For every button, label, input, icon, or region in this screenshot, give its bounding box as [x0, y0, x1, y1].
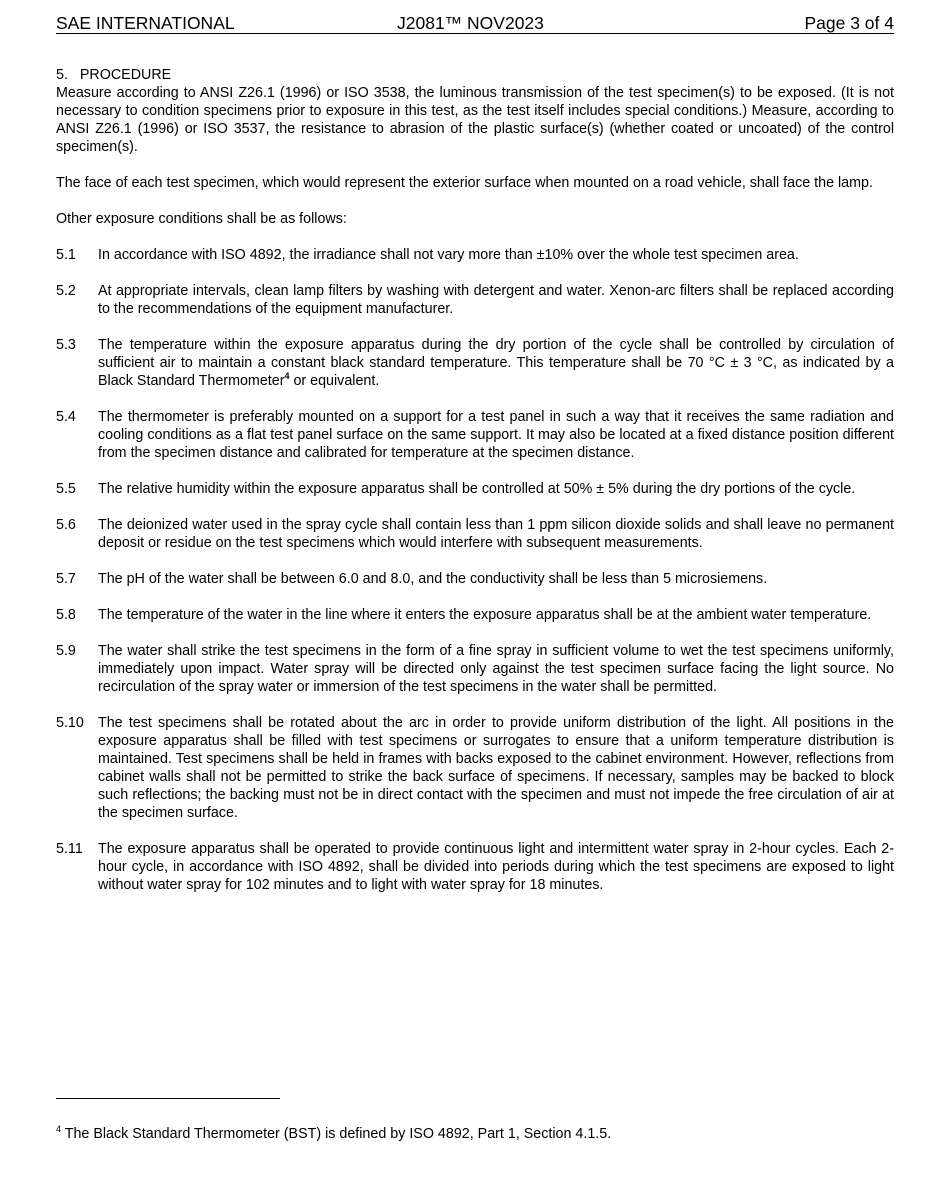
item-text: In accordance with ISO 4892, the irradiance shall not vary more than ±10% over the whole test specimen area.: [98, 247, 799, 263]
list-item: [56, 336, 894, 390]
item-number: 5.6: [56, 517, 76, 533]
item-text-part: or equivalent.: [289, 373, 380, 389]
page-content: [56, 66, 894, 912]
item-text: At appropriate intervals, clean lamp filters by washing with detergent and water. Xenon-arc filters shall be replaced according to the recommendations of the equipment manufacturer.: [98, 283, 894, 317]
list-item: [56, 282, 894, 318]
header-organization: SAE INTERNATIONAL: [56, 13, 235, 33]
item-number: 5.8: [56, 607, 76, 623]
header-page-number: Page 3 of 4: [804, 13, 894, 33]
item-text: The pH of the water shall be between 6.0 and 8.0, and the conductivity shall be less than 5 microsiemens.: [98, 571, 768, 587]
footnote-text: The Black Standard Thermometer (BST) is defined by ISO 4892, Part 1, Section 4.1.5.: [61, 1126, 612, 1142]
item-number: 5.2: [56, 283, 76, 299]
list-item: [56, 408, 894, 462]
item-text: The deionized water used in the spray cycle shall contain less than 1 ppm silicon dioxide solids and shall leave no permanent deposit or residue on the test specimens which would interfere with subsequent measurements.: [98, 517, 894, 551]
footnote-marker: 4: [56, 1124, 62, 1135]
intro-paragraph: Measure according to ANSI Z26.1 (1996) or ISO 3538, the luminous transmission of the test specimen(s) to be exposed. (It is not necessary to condition specimens prior to exposure in this test, as the test itself includes special conditions.) Measure, according to ANSI Z26.1 (1996) or ISO 3537, the resistance to abrasion of the plastic surface(s) (whether coated or uncoated) of the control specimen(s).: [56, 85, 894, 155]
footnote: [56, 1125, 611, 1143]
intro-paragraph: The face of each test specimen, which would represent the exterior surface when mounted on a road vehicle, shall face the lamp.: [56, 175, 873, 191]
list-item: [56, 480, 894, 498]
footnote-divider: [56, 1098, 280, 1099]
item-text-part: The temperature within the exposure apparatus during the dry portion of the cycle shall be controlled by circulation of sufficient air to maintain a constant black standard temperature. This temperature shall be 70 °C ± 3 °C, as indicated by a Black Standard Thermometer: [98, 337, 894, 389]
item-text: The thermometer is preferably mounted on a support for a test panel in such a way that it receives the same radiation and cooling conditions as a flat test panel surface on the same support. It may also be located at a fixed distance position different from the specimen distance and calibrated for temperature at the specimen distance.: [98, 409, 894, 461]
section-number: 5.: [56, 67, 68, 83]
item-text: The temperature of the water in the line where it enters the exposure apparatus shall be at the ambient water temperature.: [98, 607, 872, 623]
list-item: [56, 840, 894, 894]
item-number: 5.5: [56, 481, 76, 497]
item-number: 5.4: [56, 409, 76, 425]
item-text: [98, 336, 894, 390]
item-number: 5.9: [56, 643, 76, 659]
footnote-reference[interactable]: 4: [284, 371, 290, 382]
item-text: The water shall strike the test specimens in the form of a fine spray in sufficient volume to wet the test specimens uniformly, immediately upon impact. Water spray will be directed only against the test specimen surface facing the light source. No recirculation of the spray water or immersion of the test specimens in the water shall be permitted.: [98, 643, 894, 695]
list-item: [56, 516, 894, 552]
header-document-id: J2081™ NOV2023: [397, 13, 544, 33]
page-header: [56, 13, 894, 34]
item-number: 5.10: [56, 715, 84, 731]
item-number: 5.11: [56, 841, 83, 857]
item-text: The test specimens shall be rotated about the arc in order to provide uniform distribution of the light. All positions in the exposure apparatus shall be filled with test specimens or surrogates to ensure that a uniform temperature distribution is maintained. Test specimens shall be held in frames with backs exposed to the cabinet environment. However, reflections from cabinet walls shall not be permitted to strike the back surface of specimens. If necessary, samples may be backed to block such reflections; the backing must not be in direct contact with the specimen and must not impede the free circulation of air at the specimen surface.: [98, 715, 894, 821]
list-item: [56, 570, 894, 588]
item-number: 5.1: [56, 247, 76, 263]
item-number: 5.7: [56, 571, 76, 587]
list-item: [56, 246, 894, 264]
list-item: [56, 714, 894, 822]
list-item: [56, 642, 894, 696]
item-text: The relative humidity within the exposure apparatus shall be controlled at 50% ± 5% during the dry portions of the cycle.: [98, 481, 856, 497]
item-text: The exposure apparatus shall be operated to provide continuous light and intermittent water spray in 2-hour cycles. Each 2-hour cycle, in accordance with ISO 4892, shall be divided into periods during which the test specimens are exposed to light without water spray for 102 minutes and to light with water spray for 18 minutes.: [98, 841, 894, 893]
section-heading: [56, 66, 894, 84]
list-item: [56, 606, 894, 624]
intro-paragraph: Other exposure conditions shall be as follows:: [56, 211, 347, 227]
section-title: PROCEDURE: [79, 67, 172, 83]
item-number: 5.3: [56, 337, 76, 353]
